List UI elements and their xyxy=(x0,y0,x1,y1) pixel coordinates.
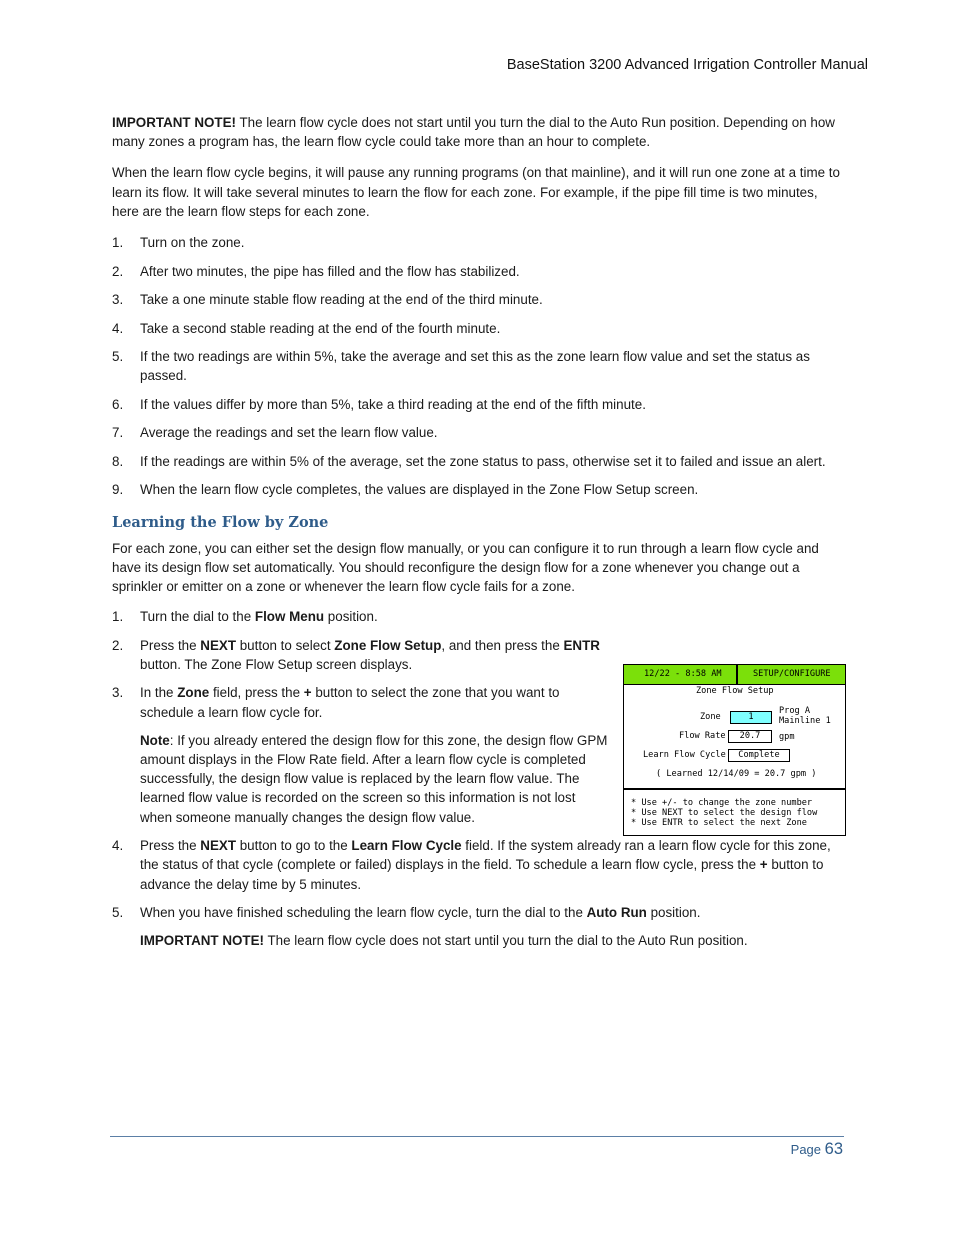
list-item: 8. If the readings are within 5% of the average, set the zone status to pass, otherwise set it to failed and issue an alert. xyxy=(112,453,826,469)
important-note-text: The learn flow cycle does not start until you turn the dial to the Auto Run position. Depending on how many zones a program has, the learn flow cycle could take more than an hour to complete. xyxy=(112,115,835,150)
note-paragraph: Note: If you already entered the design flow for this zone, the design flow GPM amount displays in the Flow Rate field. After a learn flow cycle is completed successfully, the design flow value is replaced by the learn flow value. The learned flow value is recorded on the screen so this information is not lost when someone manually changes the design flow value. xyxy=(140,732,608,825)
screen-title: Zone Flow Setup xyxy=(696,686,774,696)
flow-unit: gpm xyxy=(779,732,795,742)
page-label: Page xyxy=(790,1142,825,1157)
list-item: 2. Press the NEXT button to select Zone Flow Setup, and then press the ENTR button. The Zone Flow Setup screen displays. xyxy=(112,637,600,672)
footer-rule xyxy=(110,1136,844,1137)
zone-field: 1 xyxy=(730,711,772,724)
list-item: 6. If the values differ by more than 5%, take a third reading at the end of the fifth minute. xyxy=(112,396,646,412)
zone-label: Zone xyxy=(700,712,721,722)
section-intro: For each zone, you can either set the design flow manually, or you can configure it to run through a learn flow cycle and have its design flow set automatically. You should reconfigure the design flow for a zone whenever you change out a sprinkler or emitter on a zone or whenever the learn flow cycle fails for a zone. xyxy=(112,540,819,595)
page-number: 63 xyxy=(824,1140,843,1158)
zone-flow-setup-screen xyxy=(623,664,846,836)
list-item: 4. Press the NEXT button to go to the Learn Flow Cycle field. If the system already ran a learn flow cycle for this zone, the status of that cycle (complete or failed) displays in the field. To schedule a learn flow cycle, press the + button to advance the delay time by 5 minutes. xyxy=(112,838,831,892)
important-note xyxy=(112,113,842,151)
flow-rate-field: 20.7 xyxy=(728,730,772,743)
learned-value: ( Learned 12/14/09 = 20.7 gpm ) xyxy=(656,769,817,779)
hint-line: * Use +/- to change the zone number xyxy=(631,798,813,808)
list-item: 1. Turn the dial to the Flow Menu position. xyxy=(112,609,378,625)
list-item: 5. If the two readings are within 5%, take the average and set this as the zone learn flow value and set the status as passed. xyxy=(112,349,810,384)
list-item: 7. Average the readings and set the learn flow value. xyxy=(112,425,438,441)
flow-rate-label: Flow Rate xyxy=(679,731,726,741)
list-item: 3. In the Zone field, press the + button to select the zone that you want to schedule a learn flow cycle for. Note: If you already entered the design flow for this zone, the design flow GPM amount displays in the Flow Rate field. After a learn flow cycle is completed successfully, the design flow value is replaced by the learn flow value. The learned flow value is recorded on the screen so this information is not lost when someone manually changes the design flow value. xyxy=(112,683,610,826)
important-note-2: IMPORTANT NOTE! The learn flow cycle does not start until you turn the dial to the Auto Run position. xyxy=(140,933,748,949)
section-heading: Learning the Flow by Zone xyxy=(112,514,329,532)
program-label: Prog A xyxy=(779,706,811,716)
intro-paragraph: When the learn flow cycle begins, it will pause any running programs (on that mainline), and it will run one zone at a time to learn its flow. It will take several minutes to learn the flow for each zone. For example, if the pipe fill time is two minutes, here are the learn flow steps for each zone. xyxy=(112,165,840,219)
list-item: 3. Take a one minute stable flow reading at the end of the third minute. xyxy=(112,292,543,308)
list-item: 9. When the learn flow cycle completes, the values are displayed in the Zone Flow Setup screen. xyxy=(112,482,699,498)
hint-line: * Use ENTR to select the next Zone xyxy=(631,818,807,828)
hint-line: * Use NEXT to select the design flow xyxy=(631,808,818,818)
screen-mode: SETUP/CONFIGURE xyxy=(753,669,831,679)
screen-status-bar xyxy=(624,665,845,685)
mainline-label: Mainline 1 xyxy=(779,716,831,726)
screen-time: 12/22 - 8:58 AM xyxy=(644,669,722,679)
page-footer xyxy=(791,1140,843,1159)
running-header: BaseStation 3200 Advanced Irrigation Controller Manual xyxy=(506,57,868,73)
learn-flow-cycle-field: Complete xyxy=(728,749,790,762)
status-bar-divider xyxy=(736,665,738,684)
important-note-label: IMPORTANT NOTE! xyxy=(112,115,236,130)
list-item: 2. After two minutes, the pipe has filled and the flow has stabilized. xyxy=(112,263,520,279)
learn-steps-list xyxy=(112,233,842,499)
screen-divider xyxy=(624,788,845,790)
learn-flow-cycle-label: Learn Flow Cycle xyxy=(643,750,726,760)
list-item: 4. Take a second stable reading at the end of the fourth minute. xyxy=(112,320,501,336)
list-item: 5. When you have finished scheduling the learn flow cycle, turn the dial to the Auto Run position. IMPORTANT NOTE! The learn flow cycle does not start until you turn the dial to the Auto Run position. xyxy=(112,903,842,950)
list-item: 1. Turn on the zone. xyxy=(112,235,245,251)
